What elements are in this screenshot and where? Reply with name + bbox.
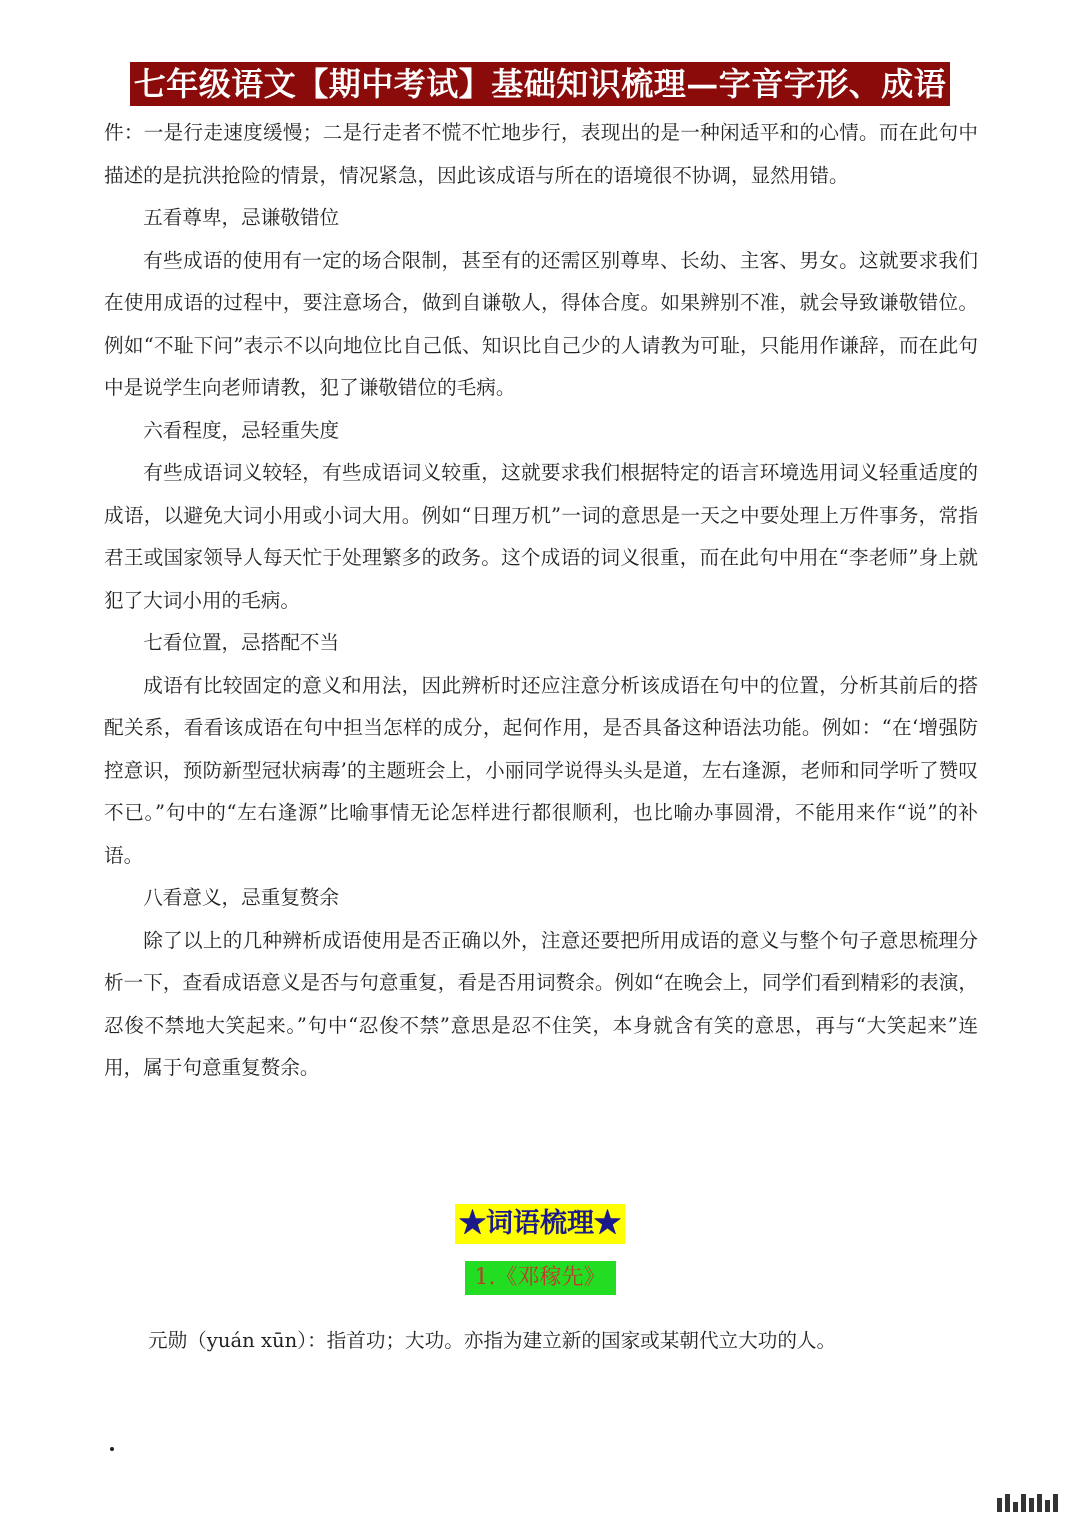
subsection-title-container	[0, 1261, 1080, 1295]
heading-7: 七看位置，忌搭配不当	[143, 631, 340, 654]
paragraph-6: 有些成语词义较轻，有些成语词义较重，这就要求我们根据特定的语言环境选用词义轻重适度的成语，以避免大词小用或小词大用。例如“日理万机”一词的意思是一天之中要处理上万件事务，常指君王或国家领导人每天忙于处理繁多的政务。这个成语的词义很重，而在此句中用在“李老师”身上就犯了大词小用的毛病。	[104, 461, 978, 612]
subsection-title: 1.《邓稼先》	[465, 1261, 616, 1295]
heading-5: 五看尊卑，忌谦敬错位	[143, 206, 340, 229]
section-title-container	[0, 1204, 1080, 1244]
heading-8: 八看意义，忌重复赘余	[143, 886, 340, 909]
paragraph-5: 有些成语的使用有一定的场合限制，甚至有的还需区别尊卑、长幼、主客、男女。这就要求我们在使用成语的过程中，要注意场合，做到自谦敬人，得体合度。如果辨别不准，就会导致谦敬错位。例如“不耻下问”表示不以向地位比自己低、知识比自己少的人请教为可耻，只能用作谦辞，而在此句中是说学生向老师请教，犯了谦敬错位的毛病。	[104, 248, 978, 399]
watermark-mark	[997, 1494, 1058, 1512]
bullet-dot	[110, 1447, 114, 1451]
paragraph-8: 除了以上的几种辨析成语使用是否正确以外，注意还要把所用成语的意义与整个句子意思梳理分析一下，查看成语意义是否与句意重复，看是否用词赘余。例如“在晚会上，同学们看到精彩的表演，忍俊不禁地大笑起来。”句中“忍俊不禁”意思是忍不住笑，本身就含有笑的意思，再与“大笑起来”连用，属于句意重复赘余。	[104, 928, 978, 1079]
section-title: ★词语梳理★	[455, 1204, 625, 1244]
body-text	[104, 112, 978, 1090]
paragraph-7: 成语有比较固定的意义和用法，因此辨析时还应注意分析该成语在句中的位置，分析其前后的搭配关系，看看该成语在句中担当怎样的成分，起何作用，是否具备这种语法功能。例如：“在‘增强防控意识，预防新型冠状病毒’的主题班会上，小丽同学说得头头是道，左右逢源，老师和同学听了赞叹不已。”句中的“左右逢源”比喻事情无论怎样进行都很顺利，也比喻办事圆滑，不能用来作“说”的补语。	[104, 673, 978, 867]
vocab-entry: 元勋（yuán xūn）：指首功；大功。亦指为建立新的国家或某朝代立大功的人。	[148, 1329, 837, 1352]
page-title: 七年级语文【期中考试】基础知识梳理—字音字形、成语	[130, 62, 950, 106]
paragraph-continued: 件：一是行走速度缓慢；二是行走者不慌不忙地步行，表现出的是一种闲适平和的心情。而在此句中描述的是抗洪抢险的情景，情况紧急，因此该成语与所在的语境很不协调，显然用错。	[104, 121, 978, 187]
heading-6: 六看程度，忌轻重失度	[143, 418, 340, 442]
